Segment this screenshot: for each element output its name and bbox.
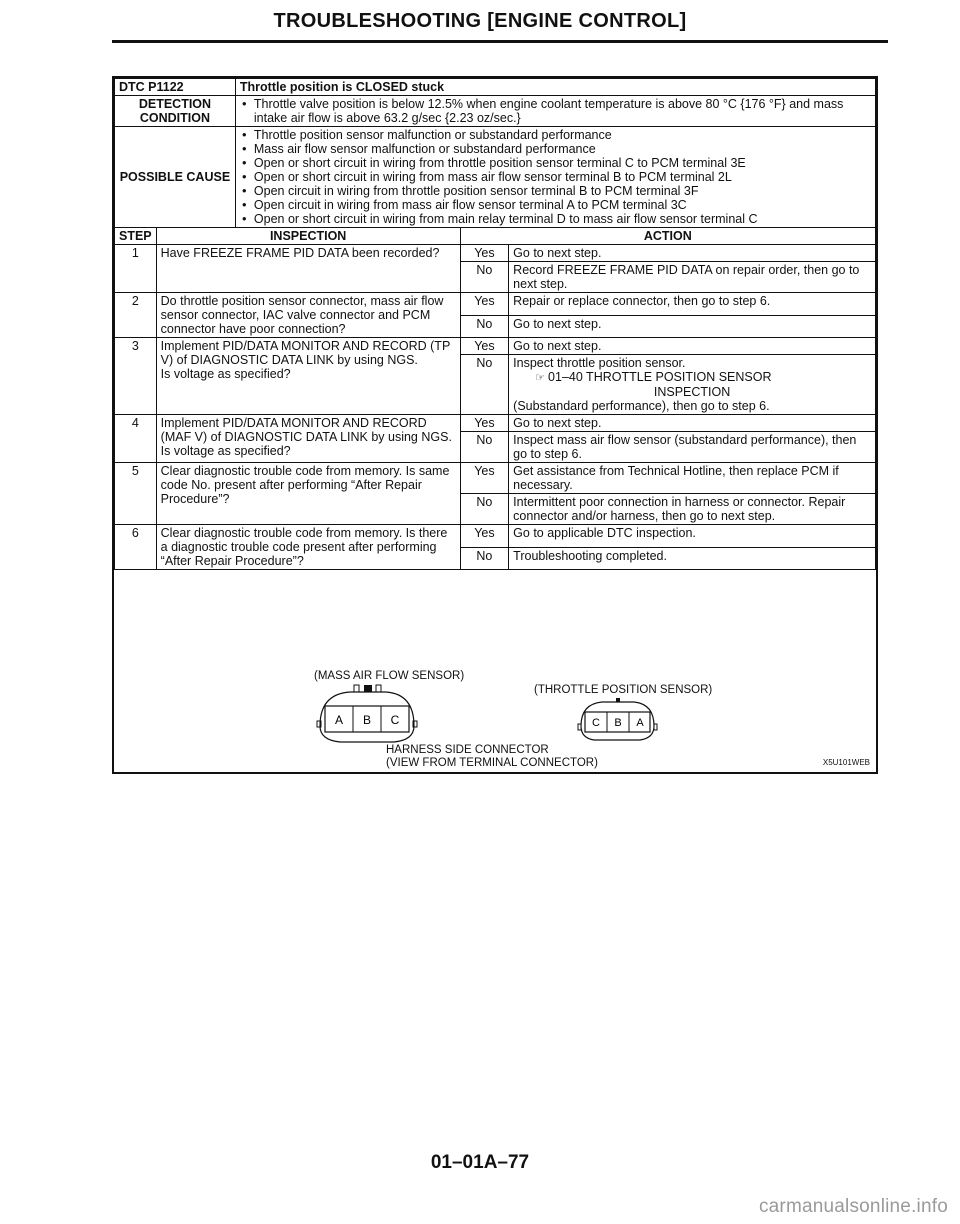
reference-arrow-icon: ☞ xyxy=(535,372,546,384)
no-action-line: (Substandard performance), then go to step 6. xyxy=(513,399,770,413)
dtc-table xyxy=(114,78,876,570)
step-inspection: Clear diagnostic trouble code from memory. Is same code No. present after performing “After Repair Procedure”? xyxy=(156,463,460,525)
connector-drawings xyxy=(114,666,876,746)
step-inspection: Do throttle position sensor connector, mass air flow sensor connector, IAC valve connector and PCM connector have poor connection? xyxy=(156,293,460,338)
detection-row xyxy=(115,96,876,127)
cause-item: ● Mass air flow sensor malfunction or substandard performance xyxy=(240,142,871,156)
no-label: No xyxy=(460,494,509,525)
step-row xyxy=(115,338,876,355)
no-label: No xyxy=(460,432,509,463)
step-inspection xyxy=(156,338,460,415)
maf-terminal: B xyxy=(362,713,372,727)
yes-action: Get assistance from Technical Hotline, then replace PCM if necessary. xyxy=(509,463,876,494)
cause-item: ● Open circuit in wiring from mass air flow sensor terminal A to PCM terminal 3C xyxy=(240,198,871,212)
cause-label: POSSIBLE CAUSE xyxy=(115,127,236,228)
cause-row xyxy=(115,127,876,228)
cause-item: ● Open circuit in wiring from throttle position sensor terminal B to PCM terminal 3F xyxy=(240,184,871,198)
page-number: 01–01A–77 xyxy=(430,1152,530,1173)
yes-action: Repair or replace connector, then go to step 6. xyxy=(509,293,876,316)
no-label: No xyxy=(460,355,509,415)
tp-connector-icon xyxy=(578,698,657,740)
yes-label: Yes xyxy=(460,338,509,355)
yes-label: Yes xyxy=(460,293,509,316)
tp-sensor-caption: (THROTTLE POSITION SENSOR) xyxy=(534,684,713,696)
tp-terminal: C xyxy=(592,717,600,729)
yes-label: Yes xyxy=(460,525,509,548)
step-number: 3 xyxy=(115,338,157,415)
step-number: 1 xyxy=(115,245,157,293)
no-action: Troubleshooting completed. xyxy=(509,547,876,570)
yes-label: Yes xyxy=(460,415,509,432)
maf-connector-icon xyxy=(317,685,417,742)
no-action: Inspect mass air flow sensor (substandard performance), then go to step 6. xyxy=(509,432,876,463)
detection-label: DETECTION CONDITION xyxy=(115,96,236,127)
detection-text xyxy=(235,96,875,127)
inspection-header: INSPECTION xyxy=(156,228,460,245)
step-row xyxy=(115,245,876,262)
tp-terminal: A xyxy=(636,717,644,729)
step-number: 4 xyxy=(115,415,157,463)
reference-text-cont: INSPECTION xyxy=(653,385,731,399)
step-inspection: Have FREEZE FRAME PID DATA been recorded? xyxy=(156,245,460,293)
no-label: No xyxy=(460,315,509,338)
column-header-row xyxy=(115,228,876,245)
yes-action: Go to next step. xyxy=(509,245,876,262)
cause-item: ● Open or short circuit in wiring from main relay terminal D to mass air flow sensor terminal C xyxy=(240,212,871,226)
yes-action: Go to applicable DTC inspection. xyxy=(509,525,876,548)
detection-item: ● Throttle valve position is below 12.5% when engine coolant temperature is above 80 °C {176 °F} and mass intake air flow is above 63.2 g/sec {2.23 oz/sec.} xyxy=(240,97,871,125)
page-title: TROUBLESHOOTING [ENGINE CONTROL] xyxy=(273,10,687,32)
figure-reference-code: X5U101WEB xyxy=(822,758,870,767)
cause-item: ● Open or short circuit in wiring from mass air flow sensor terminal B to PCM terminal 2L xyxy=(240,170,871,184)
connector-diagram xyxy=(114,666,876,772)
cause-list xyxy=(240,128,871,226)
title-rule xyxy=(112,40,888,43)
no-action: Go to next step. xyxy=(509,315,876,338)
harness-caption-line: (VIEW FROM TERMINAL CONNECTOR) xyxy=(386,757,598,769)
cause-list-cell xyxy=(235,127,875,228)
no-action-line: Inspect throttle position sensor. xyxy=(513,356,686,370)
maf-terminal: A xyxy=(334,713,344,727)
yes-action: Go to next step. xyxy=(509,338,876,355)
step-row xyxy=(115,293,876,316)
dtc-frame xyxy=(112,76,878,774)
action-header: ACTION xyxy=(460,228,875,245)
reference-line xyxy=(513,370,871,385)
reference-text[interactable]: 01–40 THROTTLE POSITION SENSOR xyxy=(548,370,772,384)
harness-caption-line: HARNESS SIDE CONNECTOR xyxy=(386,744,549,756)
cause-item: ● Open or short circuit in wiring from throttle position sensor terminal C to PCM terminal 3E xyxy=(240,156,871,170)
step-number: 6 xyxy=(115,525,157,570)
no-action: Record FREEZE FRAME PID DATA on repair order, then go to next step. xyxy=(509,262,876,293)
harness-caption xyxy=(386,744,598,770)
step-row xyxy=(115,525,876,548)
yes-label: Yes xyxy=(460,463,509,494)
dtc-description: Throttle position is CLOSED stuck xyxy=(235,79,875,96)
no-action: Intermittent poor connection in harness or connector. Repair connector and/or harness, then go to next step. xyxy=(509,494,876,525)
step-header: STEP xyxy=(115,228,157,245)
no-action xyxy=(509,355,876,415)
maf-sensor-caption: (MASS AIR FLOW SENSOR) xyxy=(314,670,465,682)
dtc-header-row xyxy=(115,79,876,96)
maf-terminal: C xyxy=(390,713,400,727)
watermark: carmanualsonline.info xyxy=(758,1196,948,1217)
cause-item: ● Throttle position sensor malfunction or substandard performance xyxy=(240,128,871,142)
step-number: 5 xyxy=(115,463,157,525)
inspection-line: Implement PID/DATA MONITOR AND RECORD (MAF V) of DIAGNOSTIC DATA LINK by using NGS. xyxy=(160,416,452,444)
step-row xyxy=(115,415,876,432)
inspection-question: Is voltage as specified? xyxy=(160,444,291,458)
step-inspection xyxy=(156,415,460,463)
step-number: 2 xyxy=(115,293,157,338)
step-inspection: Clear diagnostic trouble code from memory. Is there a diagnostic trouble code present after performing “After Repair Procedure”? xyxy=(156,525,460,570)
dtc-code: DTC P1122 xyxy=(115,79,236,96)
step-row xyxy=(115,463,876,494)
no-label: No xyxy=(460,262,509,293)
tp-terminal: B xyxy=(614,717,622,729)
inspection-line: Implement PID/DATA MONITOR AND RECORD (TP V) of DIAGNOSTIC DATA LINK by using NGS. xyxy=(160,339,451,367)
no-label: No xyxy=(460,547,509,570)
inspection-question: Is voltage as specified? xyxy=(160,367,291,381)
yes-action: Go to next step. xyxy=(509,415,876,432)
yes-label: Yes xyxy=(460,245,509,262)
